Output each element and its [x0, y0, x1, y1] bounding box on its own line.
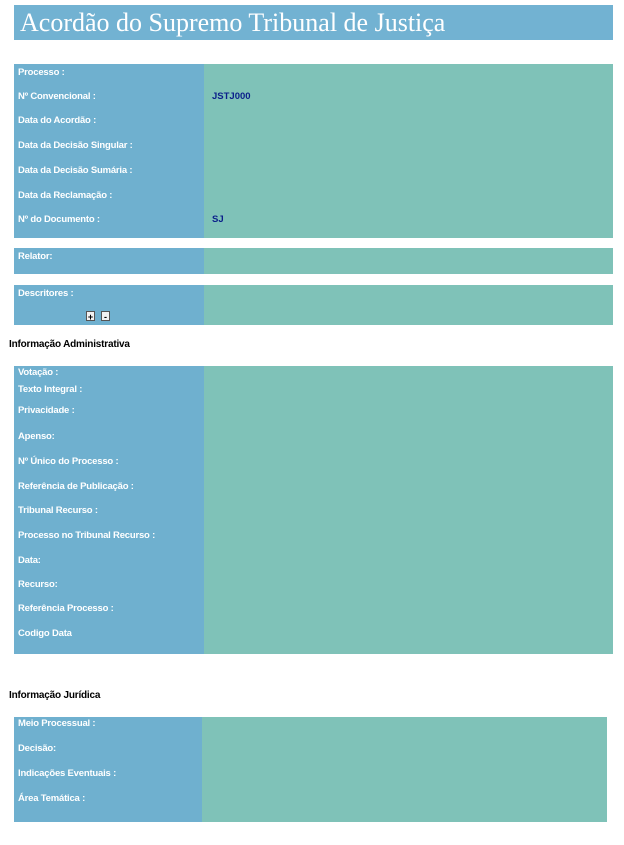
- referencia-processo-label: Referência Processo :: [18, 603, 114, 614]
- decisao-label: Decisão:: [18, 743, 57, 754]
- privacidade-label: Privacidade :: [18, 405, 75, 416]
- indicacoes-eventuais-label: Indicações Eventuais :: [18, 768, 117, 779]
- data-decisao-singular-label: Data da Decisão Singular :: [18, 140, 133, 151]
- data-decisao-sumaria-label: Data da Decisão Sumária :: [18, 165, 133, 176]
- processo-value-column: [204, 64, 613, 238]
- referencia-publicacao-label: Referência de Publicação :: [18, 481, 134, 492]
- info-juridica-value-column: [202, 717, 607, 822]
- votacao-label: Votação :: [18, 367, 59, 378]
- relator-label: Relator:: [18, 251, 53, 262]
- processo-label: Processo :: [18, 67, 65, 78]
- info-administrativa-value-column: [204, 366, 613, 654]
- processo-tribunal-recurso-label: Processo no Tribunal Recurso :: [18, 530, 156, 541]
- info-administrativa-heading: Informação Administrativa: [9, 339, 130, 350]
- data-label: Data:: [18, 555, 41, 566]
- recurso-label: Recurso:: [18, 579, 58, 590]
- n-unico-processo-label: Nº Único do Processo :: [18, 456, 119, 467]
- data-reclamacao-label: Data da Reclamação :: [18, 190, 113, 201]
- codigo-data-label: Codigo Data: [18, 628, 72, 639]
- relator-value-column: [204, 248, 613, 274]
- apenso-label: Apenso:: [18, 431, 55, 442]
- n-convencional-value: JSTJ000: [212, 91, 251, 102]
- info-juridica-heading: Informação Jurídica: [9, 690, 101, 701]
- meio-processual-label: Meio Processual :: [18, 718, 96, 729]
- collapse-button[interactable]: -: [101, 311, 110, 321]
- descritores-value-column: [204, 285, 613, 325]
- texto-integral-label: Texto Integral :: [18, 384, 83, 395]
- data-acordao-label: Data do Acordão :: [18, 115, 97, 126]
- area-tematica-label: Área Temática :: [18, 793, 86, 804]
- page-header: [14, 5, 613, 40]
- processo-panel: [14, 64, 613, 238]
- page-title: Acordão do Supremo Tribunal de Justiça: [20, 8, 446, 37]
- descritores-label: Descritores :: [18, 288, 74, 299]
- n-convencional-label: Nº Convencional :: [18, 91, 96, 102]
- n-documento-label: Nº do Documento :: [18, 214, 100, 225]
- relator-panel: [14, 248, 613, 274]
- expand-button[interactable]: +: [87, 312, 94, 322]
- n-documento-value: SJ: [212, 214, 224, 225]
- tribunal-recurso-label: Tribunal Recurso :: [18, 505, 98, 516]
